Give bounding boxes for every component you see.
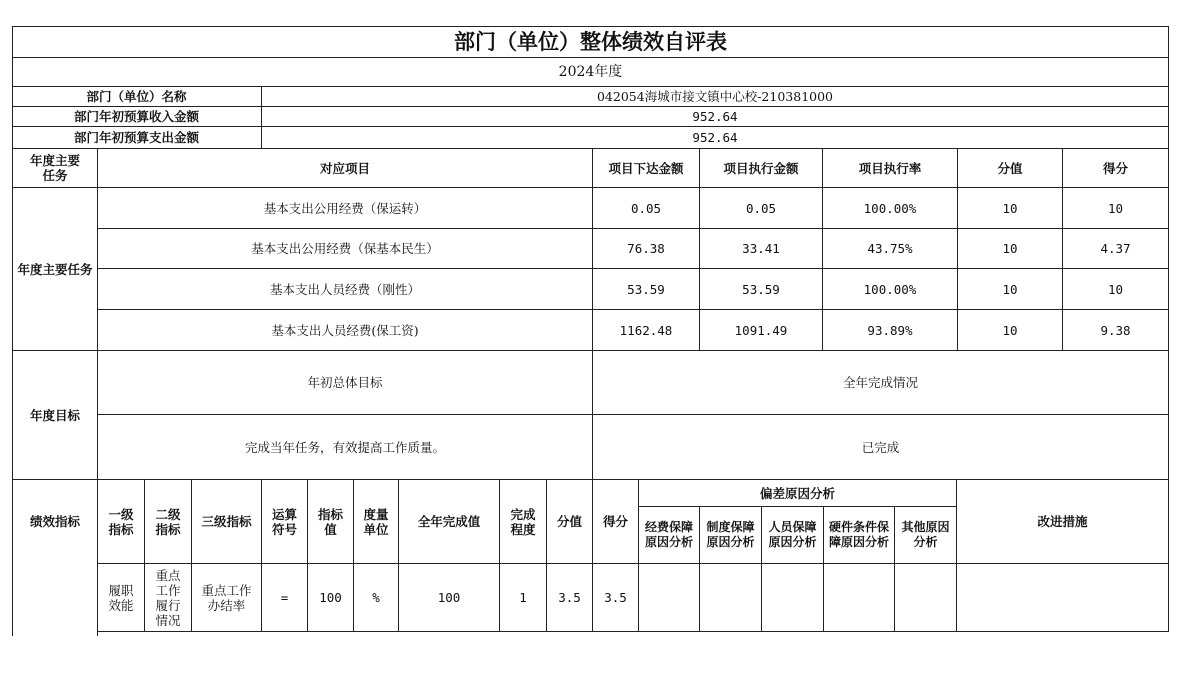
task-row-item: 基本支出公用经费（保基本民生） bbox=[251, 241, 439, 256]
tasks-header-item: 对应项目 bbox=[319, 160, 370, 176]
task-row-value: 10 bbox=[1002, 281, 1018, 297]
perf-header-level1: 一级指标 bbox=[108, 506, 134, 537]
tasks-header-issued: 项目下达金额 bbox=[608, 160, 684, 176]
grid-line bbox=[97, 631, 1169, 632]
tasks-header-rate: 项目执行率 bbox=[858, 160, 922, 176]
perf-header-annual: 全年完成值 bbox=[417, 514, 481, 529]
task-row-executed: 1091.49 bbox=[734, 322, 788, 338]
task-row-score: 10 bbox=[1107, 281, 1124, 297]
perf-row-indicator: 100 bbox=[319, 590, 342, 605]
task-row-issued: 1162.48 bbox=[619, 322, 673, 338]
goals-initial-header: 年初总体目标 bbox=[307, 375, 383, 390]
task-row-issued: 53.59 bbox=[627, 281, 665, 297]
perf-header-dev-staff: 人员保障原因分析 bbox=[768, 520, 817, 549]
tasks-header-value: 分值 bbox=[997, 160, 1023, 176]
unit-name-value: 042054海城市接文镇中心校-210381000 bbox=[596, 89, 834, 104]
year-label: 2024年度 bbox=[558, 63, 623, 80]
perf-header-dev-system: 制度保障原因分析 bbox=[706, 520, 755, 549]
goals-initial-value: 完成当年任务，有效提高工作质量。 bbox=[244, 439, 445, 455]
task-row-issued: 0.05 bbox=[630, 200, 662, 216]
grid-line bbox=[1168, 26, 1169, 632]
goals-completion-header: 全年完成情况 bbox=[842, 375, 918, 390]
task-row-score: 10 bbox=[1107, 200, 1124, 216]
tasks-header-executed: 项目执行金额 bbox=[723, 160, 799, 176]
perf-row-annual: 100 bbox=[437, 590, 461, 605]
perf-header-dev-other: 其他原因分析 bbox=[901, 520, 950, 549]
task-row-rate: 100.00% bbox=[863, 200, 917, 216]
task-row-executed: 53.59 bbox=[742, 281, 780, 297]
task-row-value: 10 bbox=[1002, 322, 1018, 338]
perf-header-degree: 完成程度 bbox=[510, 506, 536, 537]
perf-row-score: 3.5 bbox=[604, 590, 627, 605]
expense-value: 952.64 bbox=[692, 130, 738, 145]
perf-header-operator: 运算符号 bbox=[271, 506, 297, 537]
perf-row-operator: = bbox=[280, 590, 289, 605]
task-row-score: 4.37 bbox=[1100, 241, 1131, 256]
perf-row-value: 3.5 bbox=[558, 590, 581, 605]
tasks-side-label: 年度主要任务 bbox=[17, 261, 93, 277]
perf-header-score: 得分 bbox=[602, 514, 628, 529]
perf-header-dev-hardware: 硬件条件保障原因分析 bbox=[828, 520, 889, 549]
perf-header-deviation: 偏差原因分析 bbox=[759, 485, 835, 501]
perf-label: 绩效指标 bbox=[29, 514, 80, 529]
perf-header-dev-funds: 经费保障原因分析 bbox=[645, 520, 694, 549]
perf-row-level1: 履职效能 bbox=[108, 582, 134, 613]
expense-label: 部门年初预算支出金额 bbox=[73, 130, 199, 145]
task-row-rate: 100.00% bbox=[863, 281, 917, 297]
task-row-rate: 43.75% bbox=[867, 241, 913, 256]
task-row-item: 基本支出公用经费（保运转） bbox=[263, 200, 427, 216]
task-row-issued: 76.38 bbox=[627, 241, 665, 256]
perf-row-level2: 重点工作履行情况 bbox=[155, 567, 181, 628]
goals-completion-value: 已完成 bbox=[861, 439, 900, 455]
task-row-item: 基本支出人员经费(保工资) bbox=[271, 322, 419, 338]
perf-header-value: 分值 bbox=[556, 514, 582, 529]
perf-header-level3: 三级指标 bbox=[201, 514, 252, 529]
income-label: 部门年初预算收入金额 bbox=[73, 109, 199, 124]
task-row-executed: 33.41 bbox=[742, 241, 780, 256]
unit-name-label: 部门（单位）名称 bbox=[86, 89, 187, 104]
perf-row-degree: 1 bbox=[519, 590, 527, 605]
task-row-rate: 93.89% bbox=[867, 322, 913, 338]
task-row-executed: 0.05 bbox=[745, 200, 777, 216]
goals-label: 年度目标 bbox=[29, 407, 80, 423]
perf-header-indicator: 指标值 bbox=[317, 506, 343, 537]
perf-header-unit: 度量单位 bbox=[363, 506, 389, 537]
task-row-score: 9.38 bbox=[1100, 322, 1131, 338]
task-row-item: 基本支出人员经费（刚性） bbox=[269, 281, 420, 297]
page-title: 部门（单位）整体绩效自评表 bbox=[454, 29, 727, 54]
task-row-value: 10 bbox=[1002, 200, 1018, 216]
perf-row-unit: % bbox=[372, 590, 380, 605]
perf-row-level3: 重点工作办结率 bbox=[201, 582, 252, 613]
tasks-side-header: 年度主要任务 bbox=[29, 153, 80, 183]
tasks-header-score: 得分 bbox=[1102, 160, 1128, 176]
perf-header-level2: 二级指标 bbox=[155, 506, 181, 537]
income-value: 952.64 bbox=[692, 109, 738, 124]
perf-header-improve: 改进措施 bbox=[1037, 514, 1088, 529]
task-row-value: 10 bbox=[1002, 241, 1018, 256]
